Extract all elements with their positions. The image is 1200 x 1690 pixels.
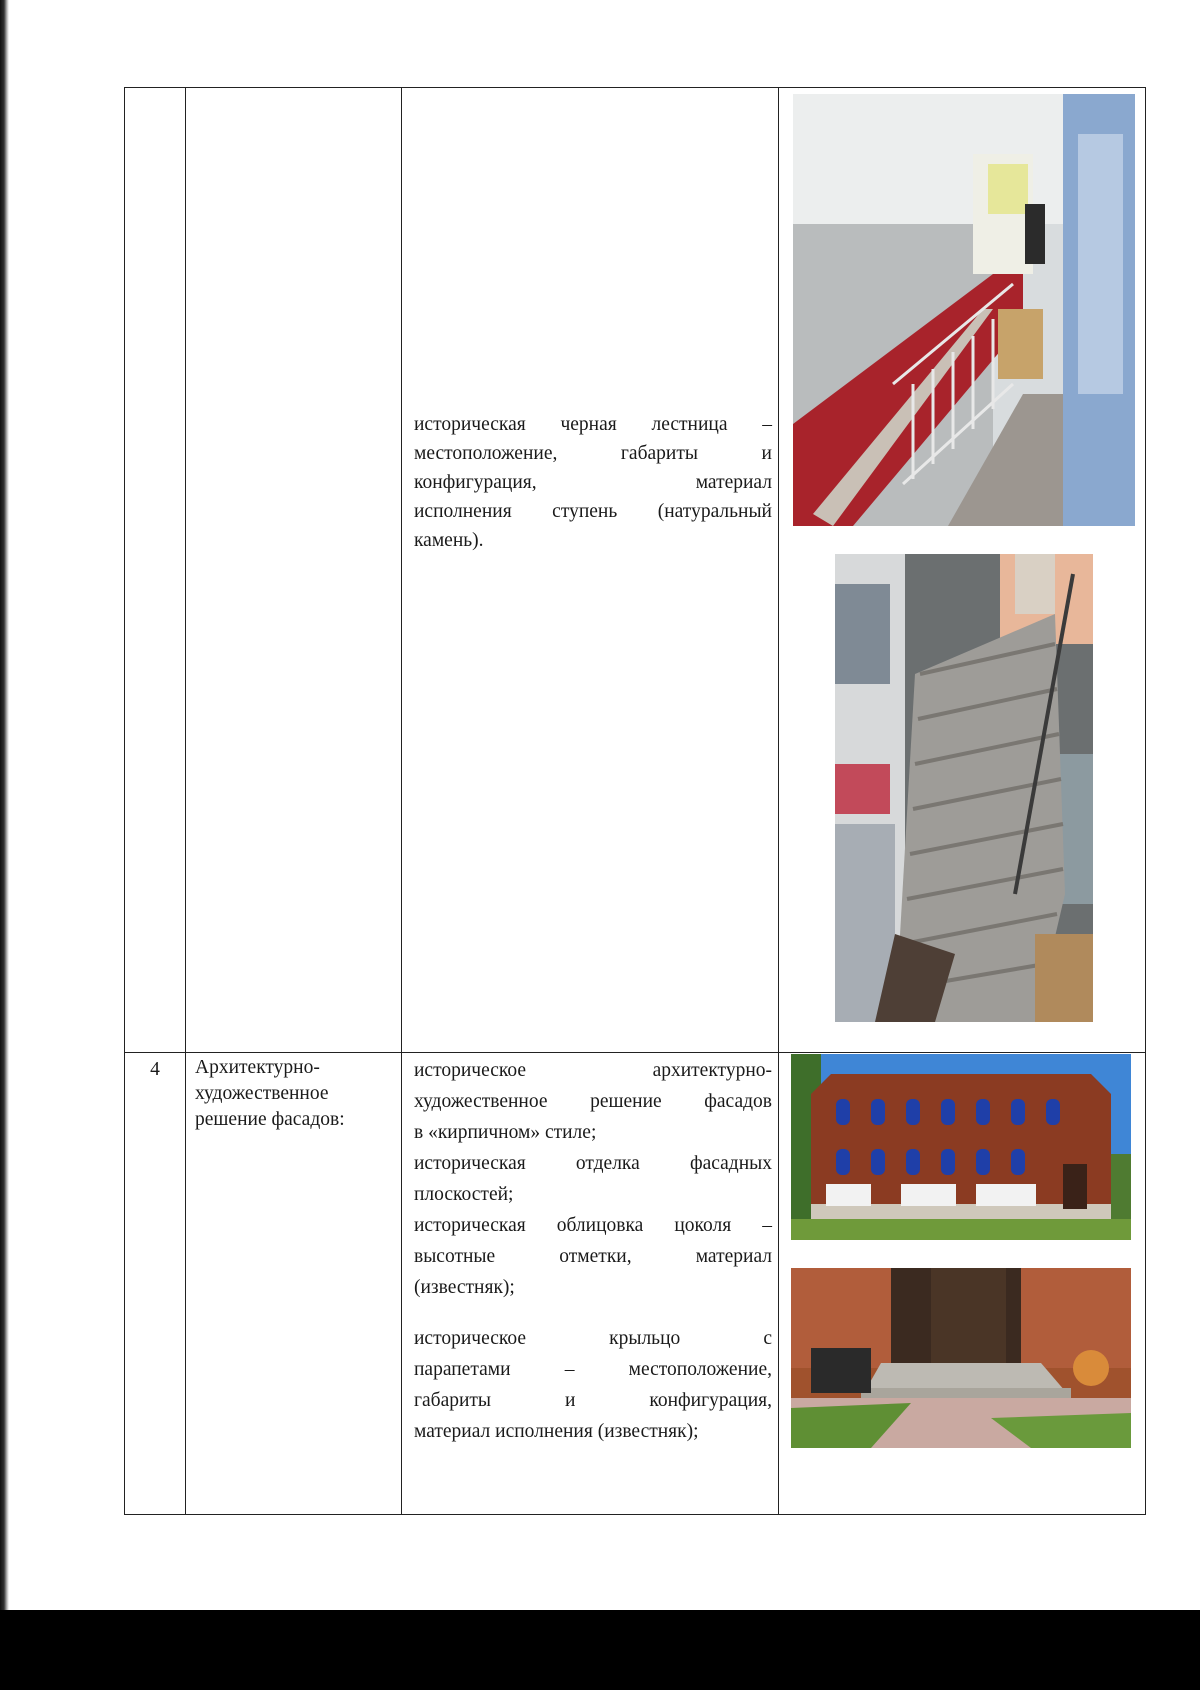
text-line: Архитектурно- [195,1057,320,1078]
text-line: высотные отметки, материал [414,1246,772,1267]
text-line: историческая черная лестница – [414,414,772,435]
text-line: решение фасадов: [195,1109,345,1130]
element-name [195,1055,395,1133]
photo-back-staircase-bottom [835,554,1093,1022]
col-divider-element [401,88,402,1514]
text-line: художественное решение фасадов [414,1091,772,1112]
stair-description [414,410,772,555]
text-line: историческое архитектурно- [414,1060,772,1081]
scan-bottom-band [0,1610,1200,1690]
text-line: конфигурация, материал [414,472,772,493]
col-divider-number [185,88,186,1514]
text-line: историческая облицовка цоколя – [414,1215,772,1236]
facade-description [414,1055,772,1447]
row-divider [125,1052,1145,1053]
text-line: историческая отделка фасадных [414,1153,772,1174]
col-divider-description [778,88,779,1514]
text-line: парапетами – местоположение, [414,1359,772,1380]
heritage-table [124,87,1146,1515]
text-line: исполнения ступень (натуральный [414,501,772,522]
text-line: плоскостей; [414,1184,514,1205]
text-line: материал исполнения (известняк); [414,1421,699,1442]
text-line: габариты и конфигурация, [414,1390,772,1411]
photo-back-staircase-top [793,94,1135,526]
text-line: художественное [195,1083,329,1104]
photo-brick-facade [791,1054,1131,1240]
row-number: 4 [150,1059,160,1080]
text-line: камень). [414,530,484,551]
scan-left-edge [0,0,9,1610]
photo-porch-with-parapets [791,1268,1131,1448]
text-line: в «кирпичном» стиле; [414,1122,597,1143]
text-line: (известняк); [414,1277,515,1298]
text-line: историческое крыльцо с [414,1328,772,1349]
text-line: местоположение, габариты и [414,443,772,464]
